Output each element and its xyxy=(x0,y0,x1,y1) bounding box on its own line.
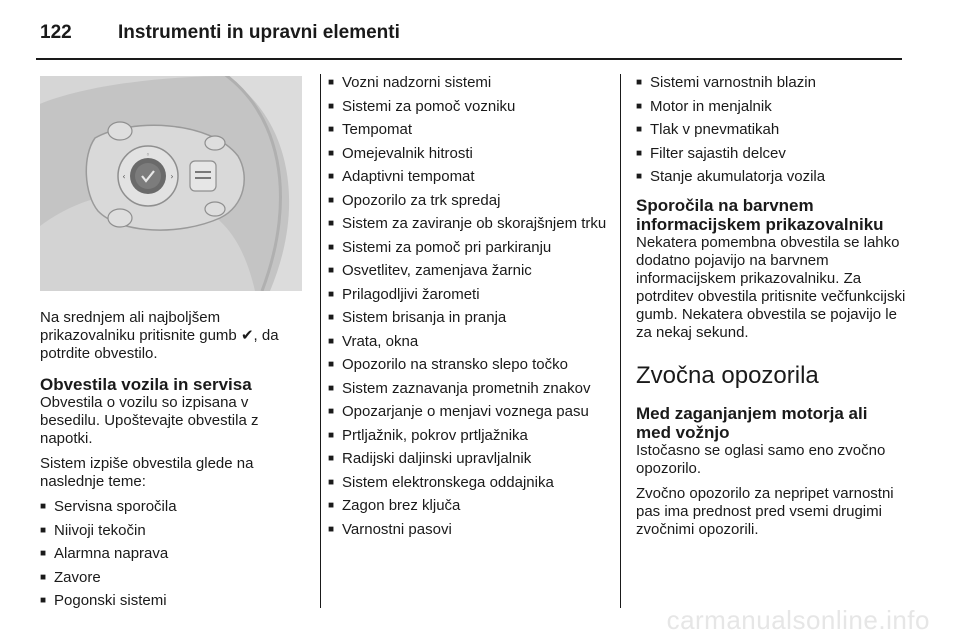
topic-list xyxy=(636,74,906,186)
paragraph: Sistem izpiše obvestila glede na naslednje teme: xyxy=(40,455,254,490)
header-rule xyxy=(36,58,902,60)
column-right xyxy=(636,74,906,546)
list-item: ■ Adaptivni tempomat xyxy=(328,168,608,186)
paragraph: Nekatera pomembna obvestila se lahko dodatno pojavijo na barvnem informacijskem prikazovalniku. Za potrditev obvestila pritisnite večfunkcijski gumb. Nekatera obvestila se pojavijo le za nekaj sekund. xyxy=(636,234,906,341)
list-item: ■ Zavore xyxy=(40,569,304,587)
svg-text:›: › xyxy=(170,172,174,181)
list-item: ■ Sistem za zaviranje ob skorajšnjem trku xyxy=(328,215,608,233)
list-item: ■ Alarmna naprava xyxy=(40,545,304,563)
topic-list xyxy=(328,74,608,539)
list-item: ■ Motor in menjalnik xyxy=(636,98,906,116)
section-heading: Obvestila vozila in servisa xyxy=(40,375,252,394)
list-item: ■ Vrata, okna xyxy=(328,333,608,351)
list-item: ■ Vozni nadzorni sistemi xyxy=(328,74,608,92)
list-item: ■ Sistem zaznavanja prometnih znakov xyxy=(328,380,608,398)
page-number: 122 xyxy=(40,22,72,43)
column-divider xyxy=(620,74,621,608)
steering-wheel-icon xyxy=(40,76,302,291)
list-item: ■ Sistem elektronskega oddajnika xyxy=(328,474,608,492)
list-item: ■ Opozorilo na stransko slepo točko xyxy=(328,356,608,374)
column-left xyxy=(40,74,304,616)
list-item: ■ Opozarjanje o menjavi voznega pasu xyxy=(328,403,608,421)
list-item: ■ Osvetlitev, zamenjava žarnic xyxy=(328,262,608,280)
list-item: ■ Omejevalnik hitrosti xyxy=(328,145,608,163)
list-item: ■ Pogonski sistemi xyxy=(40,592,304,610)
column-divider xyxy=(320,74,321,608)
intro-paragraph xyxy=(40,309,304,363)
column-middle xyxy=(328,74,608,544)
list-item: ■ Prtljažnik, pokrov prtljažnika xyxy=(328,427,608,445)
page-title: Instrumenti in upravni elementi xyxy=(118,22,400,43)
page-header xyxy=(40,16,400,50)
list-item: ■ Zagon brez ključa xyxy=(328,497,608,515)
paragraph: Zvočno opozorilo za nepripet varnostni pas ima prednost pred vsemi drugimi zvočnimi opozorili. xyxy=(636,485,894,538)
list-item: ■ Radijski daljinski upravljalnik xyxy=(328,450,608,468)
list-item: ■ Filter sajastih delcev xyxy=(636,145,906,163)
list-item: ■ Tempomat xyxy=(328,121,608,139)
list-item: ■ Sistemi za pomoč vozniku xyxy=(328,98,608,116)
intro-text: Na srednjem ali najboljšem prikazovalniku pritisnite gumb xyxy=(40,309,241,344)
list-item: ■ Tlak v pnevmatikah xyxy=(636,121,906,139)
checkmark-icon: ✔ xyxy=(240,327,254,344)
list-item: ■ Niivoji tekočin xyxy=(40,522,304,540)
watermark: carmanualsonline.info xyxy=(666,605,930,635)
chapter-heading: Zvočna opozorila xyxy=(636,362,819,389)
paragraph: Istočasno se oglasi samo eno zvočno opozorilo. xyxy=(636,442,886,477)
steering-wheel-illustration xyxy=(40,76,302,291)
intro-text-end: , da potrdite obvestilo. xyxy=(40,327,279,362)
paragraph: Obvestila o vozilu so izpisana v besedilu. Upoštevajte obvestila z napotki. xyxy=(40,394,259,447)
list-item: ■ Sistemi varnostnih blazin xyxy=(636,74,906,92)
list-item: ■ Sistem brisanja in pranja xyxy=(328,309,608,327)
svg-text:‹: ‹ xyxy=(122,172,126,181)
list-item: ■ Opozorilo za trk spredaj xyxy=(328,192,608,210)
list-item: ■ Prilagodljivi žarometi xyxy=(328,286,608,304)
topic-list xyxy=(40,498,304,610)
subsection-heading: Med zaganjanjem motorja ali med vožnjo xyxy=(636,404,868,442)
list-item: ■ Servisna sporočila xyxy=(40,498,304,516)
svg-text:◦: ◦ xyxy=(145,151,151,159)
section-heading: Sporočila na barvnem informacijskem prikazovalniku xyxy=(636,196,884,234)
list-item: ■ Sistemi za pomoč pri parkiranju xyxy=(328,239,608,257)
list-item: ■ Stanje akumulatorja vozila xyxy=(636,168,906,186)
list-item: ■ Varnostni pasovi xyxy=(328,521,608,539)
